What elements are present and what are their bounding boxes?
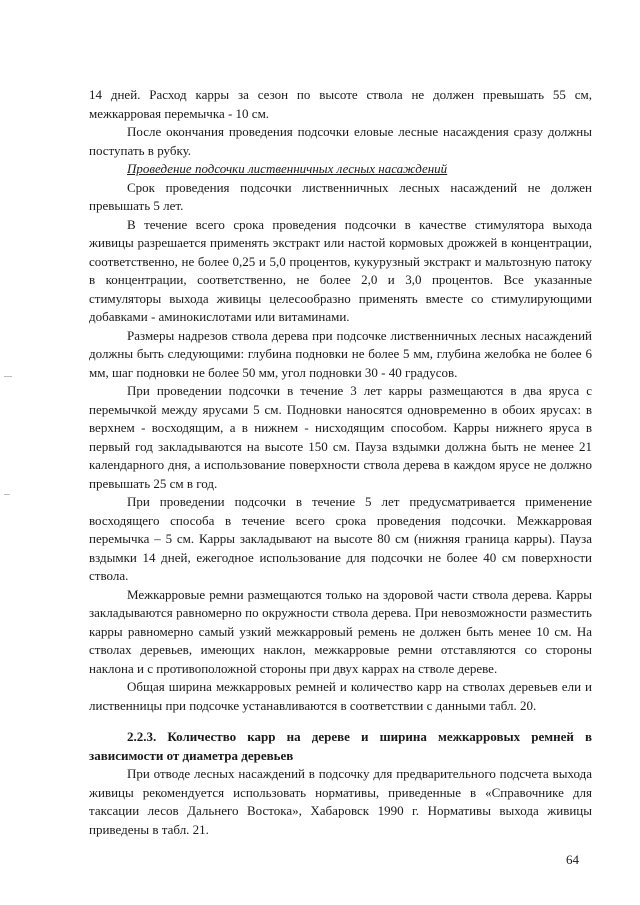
page-number: 64 [566,852,579,867]
paragraph-continuation: 14 дней. Расход карры за сезон по высоте ствола не должен превышать 55 см, межкарровая перемычка - 10 см. [89,87,592,121]
section-title: 2.2.3. Количество карр на дереве и ширина межкарровых ремней в зависимости от диаметра деревьев [89,729,592,763]
margin-mark [4,376,12,377]
paragraph-tapping-period: Срок проведения подсочки лиственничных лесных насаждений не должен превышать 5 лет. [89,179,592,213]
margin-mark [4,494,10,495]
paragraph-table-20-ref: Общая ширина межкарровых ремней и количество карр на стволах деревьев ели и лиственницы при подсочке устанавливаются в соответствии с данными табл. 20. [89,679,592,713]
paragraph-five-years: При проведении подсочки в течение 5 лет предусматривается применение восходящего способа в течение всего срока проведения подсочки. Межкарровая перемычка – 5 см. Карры закладывают на высоте 80 см (нижняя граница карры). Пауза вздымки 14 дней, ежегодное использование для подсочки не более 40 см поверхности ствола. [89,494,592,583]
paragraph-table-21-ref: При отводе лесных насаждений в подсочку для предварительного подсчета выхода живицы рекомендуется использовать нормативы, приведенные в «Справочнике для таксации лесов Дальнего Востока», Хабаровск 1990 г. Нормативы выхода живицы приведены в табл. 21. [89,766,592,837]
paragraph-belts: Межкарровые ремни размещаются только на здоровой части ствола дерева. Карры закладываются равномерно по окружности ствола дерева. При невозможности разместить карры равномерно самый узкий межкарровый ремень не должен быть менее 10 см. На стволах деревьев, имеющих наклон, межкарровые ремни отставляются со стороны наклона и с противоположной стороны при двух каррах на стволе дереве. [89,586,592,676]
document-page [89,86,592,839]
paragraph-cut-sizes: Размеры надрезов ствола дерева при подсочке лиственничных лесных насаждений должны быть следующими: глубина подновки не более 5 мм, глубина желобка не более 6 мм, шаг подновки не более 50 мм, угол подновки 30 - 40 градусов. [89,327,592,380]
subsection-heading: Проведение подсочки лиственничных лесных насаждений [127,161,448,176]
paragraph-stimulators: В течение всего срока проведения подсочки в качестве стимулятора выхода живицы разрешается применять экстракт или настой кормовых дрожжей в концентрации, соответственно, не более 0,25 и 5,0 процентов, кукурузный экстракт и мальтозную патоку в концентрации, соответственно, не более 2,0 и 3,0 процентов. Все указанные стимуляторы выхода живицы целесообразно применять вместе со стимулирующими добавками - аминокислотами или витаминами. [89,216,592,324]
paragraph-spruce-felling: После окончания проведения подсочки еловые лесные насаждения сразу должны поступать в рубку. [89,124,592,158]
paragraph-three-years: При проведении подсочки в течение 3 лет карры размещаются в два яруса с перемычкой между ярусами 5 см. Подновки наносятся одновременно в обоих ярусах: в верхнем - восходящим, а в нижнем - нисходящим способом. Карры нижнего яруса в первый год закладываются на высоте 150 см. Пауза вздымки должна быть не менее 21 календарного дня, а использование поверхности ствола дерева в каждом ярусе не должно превышать 25 см в год. [89,383,592,491]
